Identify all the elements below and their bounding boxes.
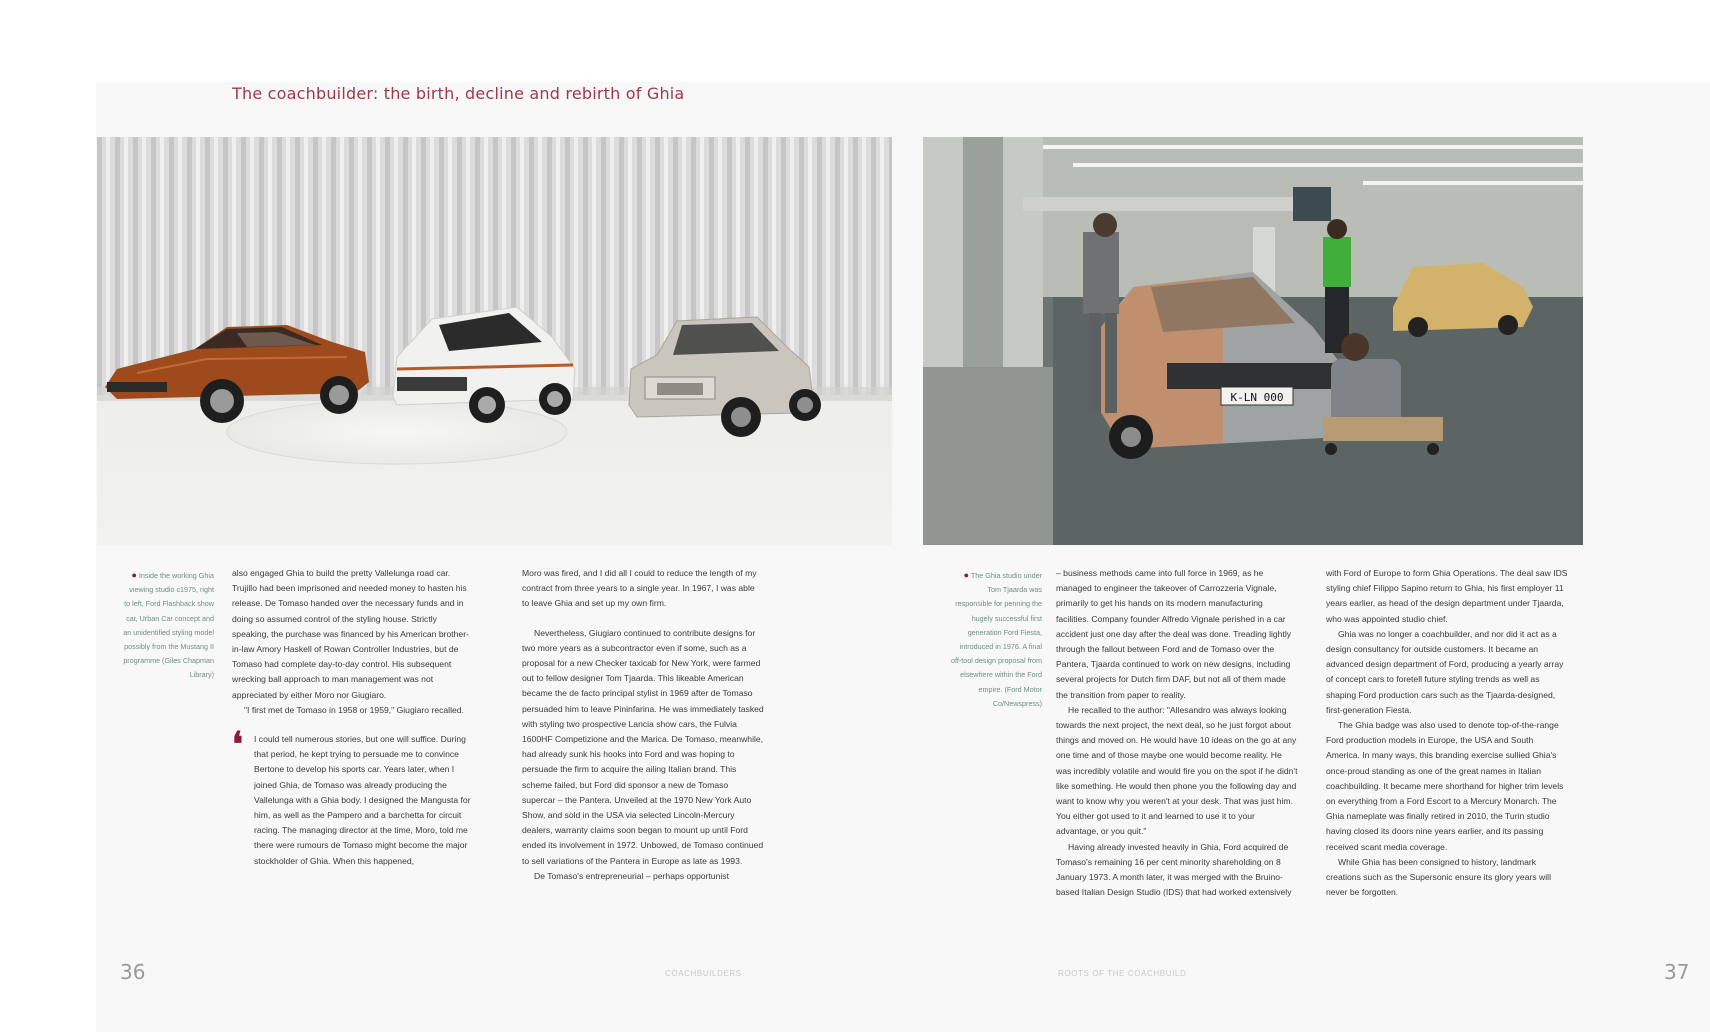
paragraph: Nevertheless, Giugiaro continued to contribute designs for two more years as a subcontractor even if some, such as a proposal for a new Checker taxicab for New York, were farmed out to fellow designer Tom Tjaarda. This likeable American became the de facto principal stylist in 1969 after de Tomaso persuaded him to leave Pininfarina. He was immediately tasked with styling two prospective Lancia show cars, the Fulvia 1600HF Competizione and the Marica. De Tomaso, meanwhile, had already sunk his hooks into Ford and was hoping to persuade the firm to acquire the ailing Italian brand. This scheme failed, but Ford did sponsor a new de Tomaso supercar – the Pantera. Unveiled at the 1970 New York Auto Show, and sold in the USA via selected Lincoln-Mercury dealers, warranty claims soon began to mount up until Ford ended its involvement in 1972. Unbowed, de Tomaso continued to sell variations of the Pantera in Europe as late as 1993. <box>522 627 764 866</box>
chapter-title: The coachbuilder: the birth, decline and rebirth of Ghia <box>232 84 685 103</box>
left-photo-caption: ● Inside the working Ghia viewing studio c1975, right to left, Ford Flashback show car, Urban Car concept and an unidentified styling model possibly from the Mustang II programme (Giles Chapman Library) <box>123 570 214 680</box>
caption-bullet-icon: ● <box>131 570 137 580</box>
quote-text: I could tell numerous stories, but one will suffice. During that period, he kept trying to persuade me to convince Bertone to develop his sports car. Years later, when I joined Ghia, de Tomaso was already producing the Vallelunga with a Ghia body. I designed the Mangusta for him, as well as the Pampero and a barchetta for circuit racing. The managing director at the time, Moro, told me there were rumours de Tomaso might become the major stockholder of Ghia. When this happened, <box>254 734 471 866</box>
running-foot-left: COACHBUILDERS <box>665 969 742 978</box>
left-page-column-1 <box>232 566 474 869</box>
right-photo-caption: ● The Ghia studio under Tom Tjaarda was responsible for penning the hugely successful first generation Ford Fiesta, introduced in 1976. A final off-tool design proposal from elsewhere within the Ford empire. (Ford Motor Co/Newspress) <box>951 570 1042 708</box>
studio-concept-cars-photo <box>97 137 892 545</box>
technician-green-shirt <box>1323 219 1351 353</box>
right-page-column-2 <box>1326 566 1568 900</box>
license-plate-text: K-LN 000 <box>1230 391 1284 404</box>
paragraph: also engaged Ghia to build the pretty Vallelunga road car. Trujillo had been imprisoned and needed money to hasten his release. De Tomaso handed over the necessary funds and in doing so assumed control of the styling house. Strictly speaking, the purchase was financed by his American brother-in-law Amory Haskell of Rowan Controller Industries, but de Tomaso had complete day-to-day control. His subsequent wrecking ball approach to man management was not appreciated by either Moro nor Giugiaro. <box>232 568 469 700</box>
paragraph: De Tomaso's entrepreneurial – perhaps opportunist <box>534 870 729 881</box>
quote-continuation: Moro was fired, and I did all I could to reduce the length of my contract from three years to a single year. In 1967, I was able to leave Ghia and set up my own firm. <box>522 568 757 609</box>
page-number-right: 37 <box>1664 960 1690 984</box>
paragraph: While Ghia has been consigned to history, landmark creations such as the Supersonic ensure its glory years will never be forgotten. <box>1326 856 1551 898</box>
pull-quote <box>232 725 474 869</box>
paragraph: The Ghia badge was also used to denote top-of-the-range Ford production models in Europe, the USA and South America. In many ways, this branding exercise sullied Ghia's once-proud standing as one of the great names in Italian coachbuilding. It became mere shorthand for higher trim levels on everything from a Ford Escort to a Mercury Monarch. The Ghia nameplate was finally retired in 2010, the Turin studio having closed its doors nine years earlier, and its passing received scant media coverage. <box>1326 720 1564 852</box>
quote-mark-icon: ❛ <box>232 725 243 766</box>
paragraph: He recalled to the author: "Allesandro was always looking towards the next project, the next deal, so he just forgot about things and moved on. He would have 10 ideas on the go at any one time and of those maybe one would become reality. He was incredibly volatile and would fire you on the spot if he didn't like something. He would then phone you the following day and want to know why you weren't at your desk. That was just him. You either got used to it and learned to use it to your advantage, or you quit." <box>1056 704 1298 837</box>
running-foot-right: ROOTS OF THE COACHBUILD <box>1058 969 1187 978</box>
paragraph: Ghia was no longer a coachbuilder, and nor did it act as a design consultancy for outside customers. It became an advanced design department of Ford, producing a yearly array of concept cars to foretell future styling trends as well as shaping Ford production cars such as the Tjaarda-designed, first-generation Fiesta. <box>1326 628 1564 715</box>
fiesta-clay-model-photo <box>923 137 1583 545</box>
caption-bullet-icon: ● <box>963 570 969 580</box>
paragraph: "I first met de Tomaso in 1958 or 1959," Giugiaro recalled. <box>244 704 464 715</box>
paragraph: – business methods came into full force in 1969, as he managed to engineer the takeover of Carrozzeria Vignale, primarily to get his hands on its modern manufacturing facilities. Company founder Alfredo Vignale perished in a car accident just one day after the deal was done. Treading lightly through the fallout between Ford and de Tomaso over the Pantera, Tjaarda continued to work on new designs, including several projects for Dutch firm DAF, but not all of them made the transition from paper to reality. <box>1056 568 1292 700</box>
left-page-column-2 <box>522 566 764 884</box>
page-number-left: 36 <box>120 960 146 984</box>
right-page-column-1 <box>1056 566 1298 900</box>
paragraph: with Ford of Europe to form Ghia Operations. The deal saw IDS styling chief Filippo Sapino return to Ghia, his first employer 11 years earlier, as head of the design department under Tjaarda, who was appointed studio chief. <box>1326 568 1568 624</box>
paragraph: Having already invested heavily in Ghia, Ford acquired de Tomaso's remaining 16 per cent minority shareholding on 8 January 1973. A month later, it was merged with the Bruino-based Italian Design Studio (IDS) that had worked extensively <box>1056 841 1292 898</box>
